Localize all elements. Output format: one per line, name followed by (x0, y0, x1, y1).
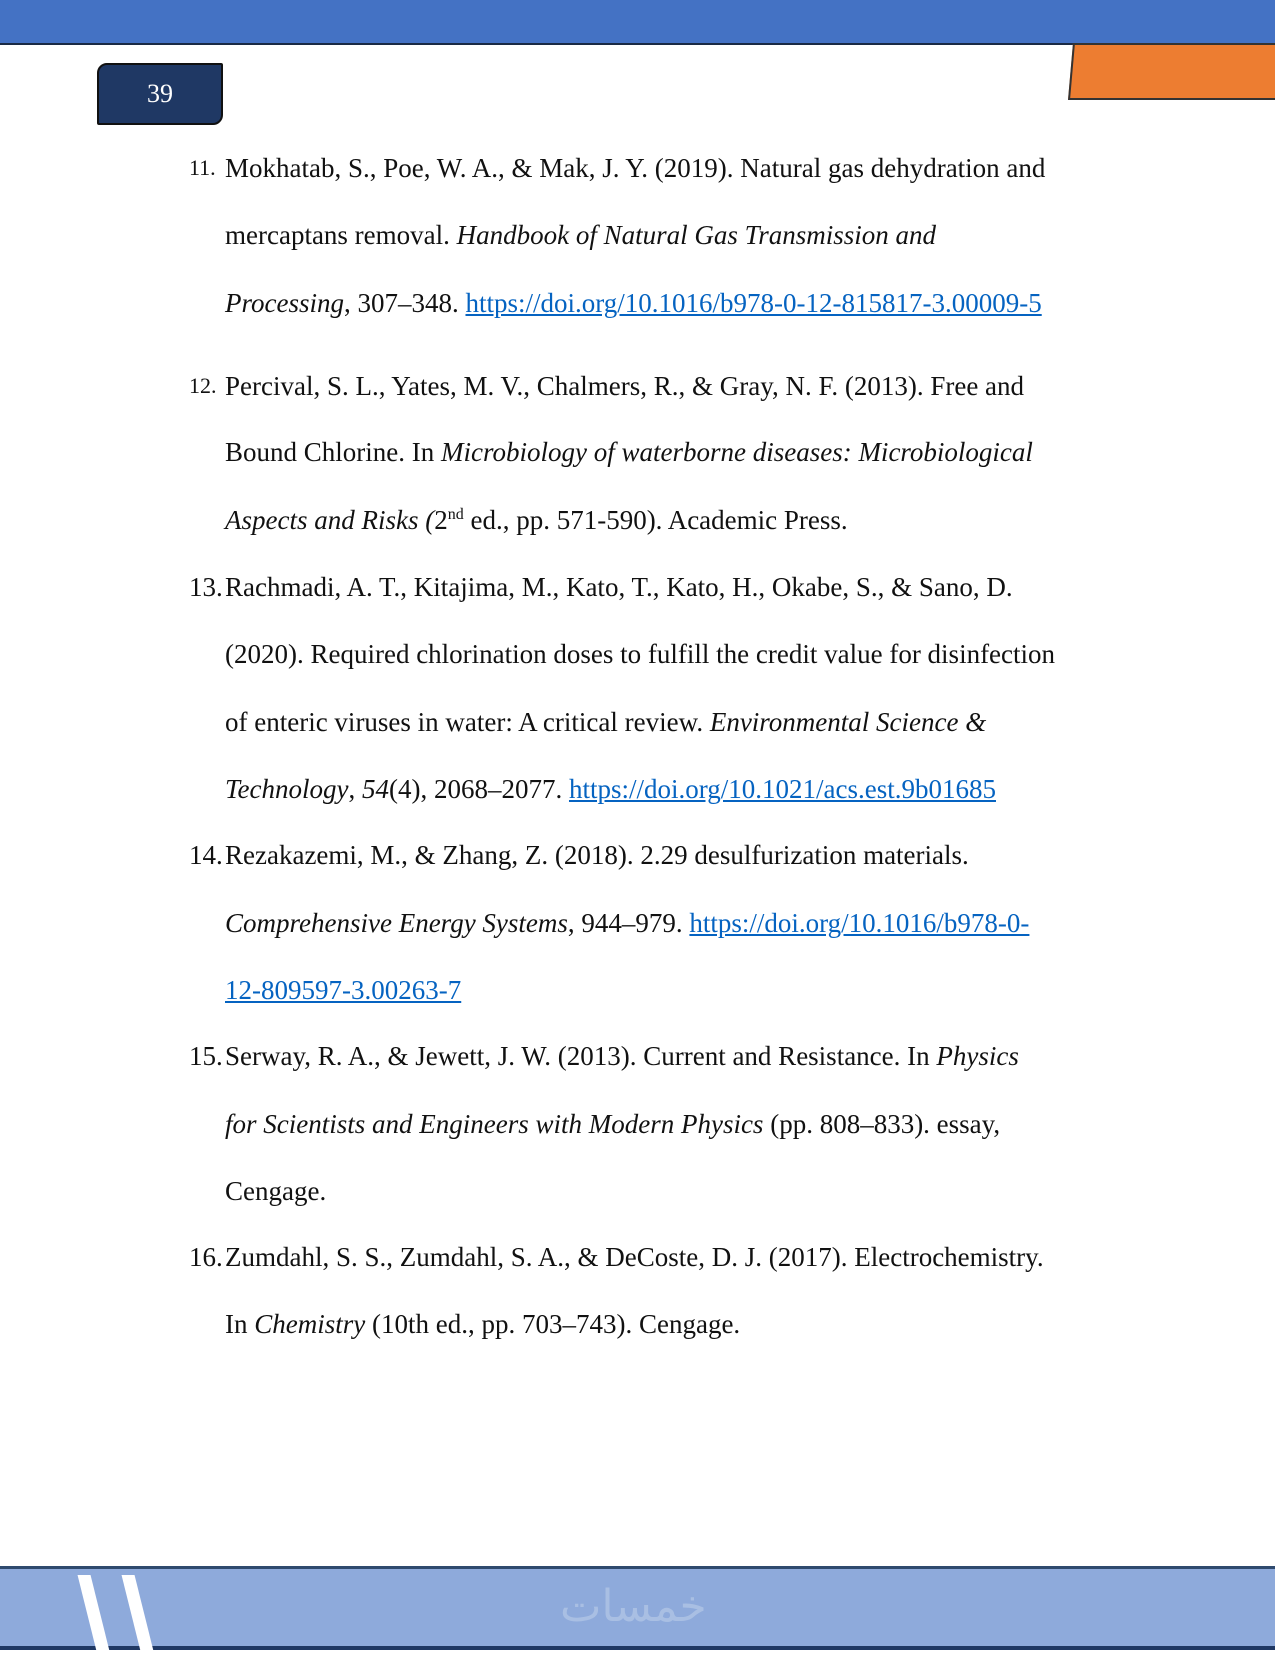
footer-band (0, 1566, 1275, 1650)
italic-title: Comprehensive Energy Systems (225, 908, 568, 938)
italic-title: 54 (362, 774, 389, 804)
reference-line (225, 1040, 1019, 1072)
reference-number: 11. (189, 155, 216, 180)
citation-text: mercaptans removal. (225, 220, 457, 250)
citation-text: Bound Chlorine. In (225, 437, 441, 467)
citation-text: 2 (434, 505, 448, 535)
footer-stripe-decoration (122, 1575, 156, 1659)
italic-title: for Scientists and Engineers with Modern Physics (225, 1109, 764, 1139)
citation-text: (pp. 808–833). essay, (763, 1109, 1001, 1139)
watermark-logo: خمسات (560, 1581, 707, 1632)
doi-link[interactable]: https://doi.org/10.1021/acs.est.9b01685 (568, 774, 996, 804)
reference-number: 12. (189, 373, 217, 398)
reference-number: 16. (189, 1242, 223, 1272)
header-accent-shape (1068, 43, 1275, 100)
reference-line (225, 152, 1045, 184)
reference-line (225, 219, 936, 251)
reference-line (225, 638, 1055, 670)
citation-text: Percival, S. L., Yates, M. V., Chalmers, R., & Gray, N. F. (2013). Free and (225, 371, 1025, 401)
italic-title: Physics (936, 1041, 1019, 1071)
italic-title: Handbook of Natural Gas Transmission and (456, 220, 936, 250)
reference-number: 13. (189, 572, 223, 602)
reference-line (225, 370, 1024, 402)
citation-text: , 944–979. (567, 908, 690, 938)
citation-text: (4), 2068–2077. (389, 774, 569, 804)
footer-stripe-decoration (78, 1575, 112, 1659)
reference-line (225, 974, 461, 1006)
reference-line (225, 839, 969, 871)
reference-line (225, 436, 1033, 468)
citation-text: Zumdahl, S. S., Zumdahl, S. A., & DeCoste, D. J. (2017). Electrochemistry. (225, 1242, 1044, 1272)
citation-text: Serway, R. A., & Jewett, J. W. (2013). Current and Resistance. In (225, 1041, 937, 1071)
italic-title: Processing (225, 288, 344, 318)
citation-text: ed., pp. 571-590). Academic Press. (463, 505, 848, 535)
doi-link[interactable]: https://doi.org/10.1016/b978-0- (689, 908, 1030, 938)
reference-line (225, 571, 1013, 603)
reference-line (225, 287, 1042, 319)
reference-line (225, 1108, 1000, 1140)
reference-line (225, 1175, 326, 1207)
italic-title: Environmental Science & (709, 707, 987, 737)
reference-line (225, 773, 996, 805)
citation-text: (10th ed., pp. 703–743). Cengage. (365, 1309, 741, 1339)
citation-text: (2020). Required chlorination doses to fulfill the credit value for disinfection (225, 639, 1056, 669)
italic-title: Chemistry (254, 1309, 366, 1339)
doi-link[interactable]: https://doi.org/10.1016/b978-0-12-815817-3.00009-5 (465, 288, 1042, 318)
reference-line (225, 1241, 1044, 1273)
italic-title: Aspects and Risks ( (225, 505, 435, 535)
citation-text: Rachmadi, A. T., Kitajima, M., Kato, T., Kato, H., Okabe, S., & Sano, D. (225, 572, 1013, 602)
citation-text: , (348, 774, 362, 804)
citation-text: Cengage. (225, 1176, 327, 1206)
header-band (0, 0, 1275, 45)
italic-title: Technology (225, 774, 349, 804)
reference-line (225, 504, 848, 536)
citation-text: Mokhatab, S., Poe, W. A., & Mak, J. Y. (2019). Natural gas dehydration and (225, 153, 1046, 183)
page-number-badge (97, 63, 223, 125)
page-number: 39 (147, 79, 173, 108)
citation-text: nd (447, 506, 464, 523)
citation-text: , 307–348. (343, 288, 466, 318)
doi-link[interactable]: 12-809597-3.00263-7 (225, 975, 462, 1005)
citation-text: Rezakazemi, M., & Zhang, Z. (2018). 2.29 desulfurization materials. (225, 840, 969, 870)
reference-line (225, 1308, 740, 1340)
reference-line (225, 706, 986, 738)
citation-text: of enteric viruses in water: A critical review. (225, 707, 710, 737)
citation-text: In (225, 1309, 255, 1339)
italic-title: Microbiology of waterborne diseases: Microbiological (441, 437, 1033, 467)
reference-number: 14. (189, 840, 223, 870)
reference-line (225, 907, 1029, 939)
reference-number: 15. (189, 1041, 223, 1071)
